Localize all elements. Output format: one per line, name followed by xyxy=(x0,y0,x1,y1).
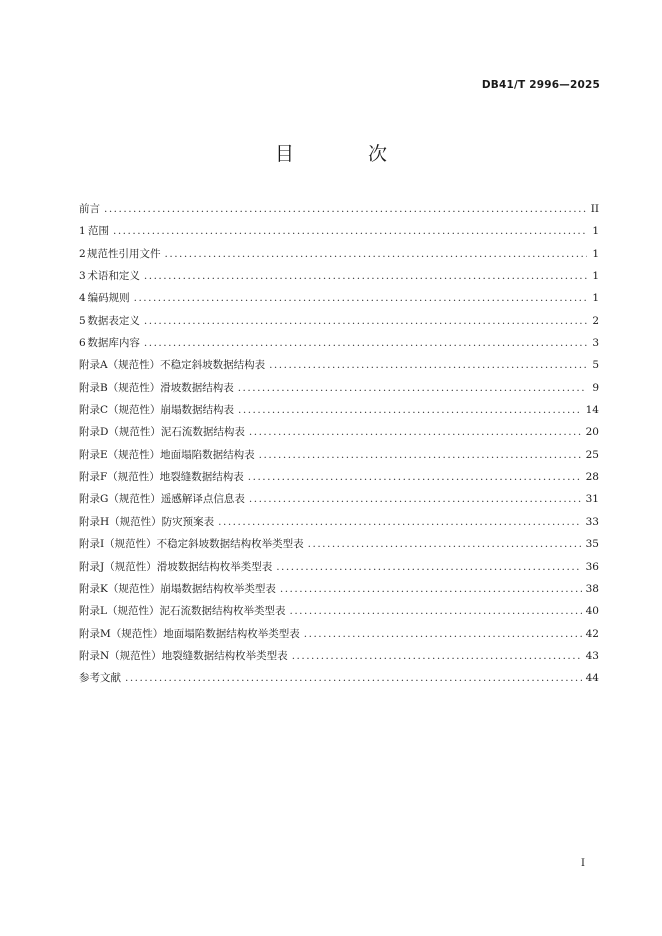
toc-leader-dots xyxy=(289,600,581,622)
toc-entry-label: 编码规则 xyxy=(87,292,130,305)
page-number: I xyxy=(581,858,585,869)
toc-entry-appendix-prefix: 附录E（规范性） xyxy=(79,448,161,461)
toc-entry-page: 9 xyxy=(592,381,599,394)
toc-entry-appendix-prefix: 附录K（规范性） xyxy=(79,582,161,595)
toc-entry-page: 42 xyxy=(585,627,599,640)
toc-entry-page: 38 xyxy=(585,582,599,595)
toc-entry-number: 2 xyxy=(79,247,86,260)
toc-leader-dots xyxy=(259,444,582,466)
toc-entry-number: 4 xyxy=(79,292,86,305)
toc-leader-dots xyxy=(144,265,587,287)
toc-entry-number: 6 xyxy=(79,337,86,350)
toc-entry-number: 3 xyxy=(79,270,86,283)
toc-entry-label: 数据表定义 xyxy=(87,314,140,327)
toc-entry[interactable] xyxy=(79,488,599,510)
toc-entry-page: 43 xyxy=(585,649,599,662)
toc-entry-page: 1 xyxy=(592,247,599,260)
toc-entry-label: 滑坡数据结构枚举类型表 xyxy=(156,560,273,573)
toc-entry-page: 33 xyxy=(585,515,599,528)
toc-entry-number: 5 xyxy=(79,314,86,327)
toc-entry-appendix-prefix: 附录I（规范性） xyxy=(79,538,157,551)
toc-entry[interactable] xyxy=(79,533,599,555)
toc-entry-page: 5 xyxy=(592,359,599,372)
toc-leader-dots xyxy=(134,287,587,309)
toc-entry-page: 35 xyxy=(585,538,599,551)
toc-entry-page: 31 xyxy=(585,493,599,506)
toc-leader-dots xyxy=(292,645,582,667)
toc-leader-dots xyxy=(238,399,582,421)
toc-entry-appendix-prefix: 附录F（规范性） xyxy=(79,471,160,484)
toc-leader-dots xyxy=(308,533,582,555)
toc-entry-label: 规范性引用文件 xyxy=(87,247,161,260)
toc-entry-page: 44 xyxy=(585,672,599,685)
toc-entry-label: 前言 xyxy=(79,203,100,215)
toc-leader-dots xyxy=(125,667,582,689)
toc-entry-appendix-prefix: 附录C（规范性） xyxy=(79,404,161,417)
toc-entry[interactable] xyxy=(79,354,599,376)
toc-leader-dots xyxy=(144,310,587,332)
toc-entry-page: 36 xyxy=(585,560,599,573)
toc-entry[interactable] xyxy=(79,667,599,689)
toc-leader-dots xyxy=(104,198,587,220)
toc-entry-label: 范围 xyxy=(88,225,109,238)
toc-leader-dots xyxy=(238,377,587,399)
toc-leader-dots xyxy=(144,332,587,354)
toc-entry-appendix-prefix: 附录J（规范性） xyxy=(79,560,157,573)
toc-entry[interactable] xyxy=(79,600,599,622)
toc-entry-label: 遥感解译点信息表 xyxy=(160,493,245,506)
toc-leader-dots xyxy=(276,556,581,578)
toc-entry[interactable] xyxy=(79,444,599,466)
toc-entry[interactable] xyxy=(79,578,599,600)
toc-entry-label: 地裂缝数据结构枚举类型表 xyxy=(161,649,288,662)
toc-entry-label: 参考文献 xyxy=(79,672,121,685)
toc-entry[interactable] xyxy=(79,220,599,242)
toc-leader-dots xyxy=(113,220,587,242)
toc-entry-label: 术语和定义 xyxy=(87,270,140,283)
toc-leader-dots xyxy=(249,488,582,510)
toc-entry-label: 地面塌陷数据结构表 xyxy=(160,448,255,461)
toc-entry[interactable] xyxy=(79,287,599,309)
toc-leader-dots xyxy=(249,421,582,443)
toc-entry-appendix-prefix: 附录L（规范性） xyxy=(79,605,160,618)
toc-leader-dots xyxy=(165,243,587,265)
toc-entry[interactable] xyxy=(79,399,599,421)
toc-leader-dots xyxy=(304,623,582,645)
toc-entry[interactable] xyxy=(79,377,599,399)
toc-entry[interactable] xyxy=(79,421,599,443)
toc-entry-appendix-prefix: 附录D（规范性） xyxy=(79,426,161,439)
document-code: DB41/T 2996—2025 xyxy=(481,79,600,91)
toc-entry-label: 泥石流数据结构枚举类型表 xyxy=(159,605,286,618)
toc-entry[interactable] xyxy=(79,198,599,220)
page-title: 目 次 xyxy=(274,143,422,165)
toc-entry-page: 14 xyxy=(585,404,599,417)
toc-entry-page: 40 xyxy=(585,605,599,618)
toc-entry[interactable] xyxy=(79,332,599,354)
toc-entry-label: 崩塌数据结构表 xyxy=(160,404,235,417)
toc-entry[interactable] xyxy=(79,466,599,488)
toc-entry[interactable] xyxy=(79,265,599,287)
toc-entry-appendix-prefix: 附录A（规范性） xyxy=(79,359,161,372)
toc-entry-appendix-prefix: 附录B（规范性） xyxy=(79,381,161,394)
toc-entry-appendix-prefix: 附录H（规范性） xyxy=(79,515,162,528)
toc-entry-number: 1 xyxy=(79,225,86,238)
toc-entry-page: 3 xyxy=(592,337,599,350)
toc-entry-label: 防灾预案表 xyxy=(161,515,215,528)
toc-entry[interactable] xyxy=(79,310,599,332)
toc-entry-label: 地面塌陷数据结构枚举类型表 xyxy=(163,627,300,640)
toc-entry-page: 2 xyxy=(592,314,599,327)
toc-entry-appendix-prefix: 附录G（规范性） xyxy=(79,493,161,506)
toc-entry[interactable] xyxy=(79,645,599,667)
toc-leader-dots xyxy=(269,354,587,376)
toc-entry-appendix-prefix: 附录M（规范性） xyxy=(79,627,164,640)
toc-entry-page: 28 xyxy=(585,471,599,484)
toc-entry-page: 1 xyxy=(592,270,599,283)
toc-entry-page: 1 xyxy=(592,225,599,238)
toc-entry-label: 地裂缝数据结构表 xyxy=(159,471,244,484)
toc-leader-dots xyxy=(218,511,581,533)
toc-entry-page: 1 xyxy=(592,292,599,305)
toc-entry-label: 不稳定斜坡数据结构枚举类型表 xyxy=(156,538,304,551)
toc-entry[interactable] xyxy=(79,243,599,265)
toc-entry[interactable] xyxy=(79,623,599,645)
toc-leader-dots xyxy=(280,578,582,600)
toc-entry-label: 不稳定斜坡数据结构表 xyxy=(160,359,266,372)
toc-entry-page: 20 xyxy=(585,426,599,439)
toc-entry-label: 数据库内容 xyxy=(87,337,140,350)
toc-entry-label: 泥石流数据结构表 xyxy=(160,426,245,439)
toc-entry[interactable] xyxy=(79,511,599,533)
toc-entry-page: II xyxy=(590,203,599,215)
toc-entry-appendix-prefix: 附录N（规范性） xyxy=(79,649,162,662)
toc-entry-label: 崩塌数据结构枚举类型表 xyxy=(160,582,276,595)
toc-entry-page: 25 xyxy=(585,448,599,461)
table-of-contents xyxy=(79,198,599,690)
toc-entry-label: 滑坡数据结构表 xyxy=(160,381,234,394)
toc-leader-dots xyxy=(248,466,582,488)
toc-entry[interactable] xyxy=(79,556,599,578)
